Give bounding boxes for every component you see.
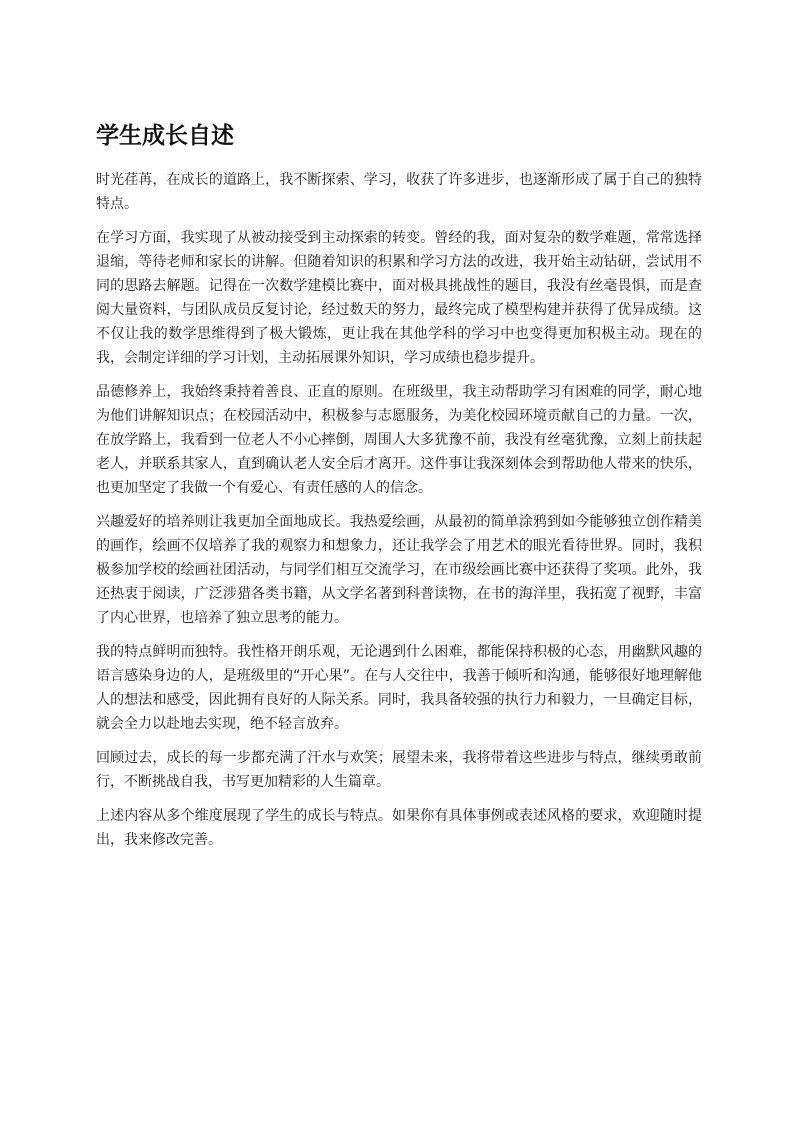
paragraph-note: 上述内容从多个维度展现了学生的成长与特点。如果你有具体事例或表述风格的要求，欢迎随时提出，我来修改完善。 <box>96 808 702 848</box>
paragraph-conclusion: 回顾过去，成长的每一步都充满了汗水与欢笑；展望未来，我将带着这些进步与特点，继续勇敢前行，不断挑战自我，书写更加精彩的人生篇章。 <box>96 750 702 790</box>
paragraph-study: 在学习方面，我实现了从被动接受到主动探索的转变。曾经的我，面对复杂的数学难题，常常选择退缩，等待老师和家长的讲解。但随着知识的积累和学习方法的改进，我开始主动钻研，尝试用不同的思路去解题。记得在一次数学建模比赛中，面对极具挑战性的题目，我没有丝毫畏惧，而是查阅大量资料，与团队成员反复讨论，经过数天的努力，最终完成了模型构建并获得了优异成绩。这不仅让我的数学思维得到了极大锻炼，更让我在其他学科的学习中也变得更加积极主动。现在的我，会制定详细的学习计划，主动拓展课外知识，学习成绩也稳步提升。 <box>96 230 702 366</box>
paragraph-character: 品德修养上，我始终秉持着善良、正直的原则。在班级里，我主动帮助学习有困难的同学，耐心地为他们讲解知识点；在校园活动中，积极参与志愿服务，为美化校园环境贡献自己的力量。一次，在放学路上，我看到一位老人不小心摔倒，周围人大多犹豫不前，我没有丝毫犹豫，立刻上前扶起老人，并联系其家人，直到确认老人安全后才离开。这件事让我深刻体会到帮助他人带来的快乐，也更加坚定了我做一个有爱心、有责任感的人的信念。 <box>96 384 702 496</box>
document-page <box>96 120 702 862</box>
paragraph-hobbies: 兴趣爱好的培养则让我更加全面地成长。我热爱绘画，从最初的简单涂鸦到如今能够独立创作精美的画作，绘画不仅培养了我的观察力和想象力，还让我学会了用艺术的眼光看待世界。同时，我积极参加学校的绘画社团活动，与同学们相互交流学习，在市级绘画比赛中还获得了奖项。此外，我还热衷于阅读，广泛涉猎各类书籍，从文学名著到科普读物，在书的海洋里，我拓宽了视野，丰富了内心世界，也培养了独立思考的能力。 <box>96 514 702 626</box>
paragraph-traits: 我的特点鲜明而独特。我性格开朗乐观，无论遇到什么困难，都能保持积极的心态，用幽默风趣的语言感染身边的人，是班级里的“开心果”。在与人交往中，我善于倾听和沟通，能够很好地理解他人的想法和感受，因此拥有良好的人际关系。同时，我具备较强的执行力和毅力，一旦确定目标，就会全力以赴地去实现，绝不轻言放弃。 <box>96 644 702 732</box>
document-title: 学生成长自述 <box>96 123 234 149</box>
paragraph-intro: 时光荏苒，在成长的道路上，我不断探索、学习，收获了许多进步，也逐渐形成了属于自己的独特特点。 <box>96 172 702 212</box>
